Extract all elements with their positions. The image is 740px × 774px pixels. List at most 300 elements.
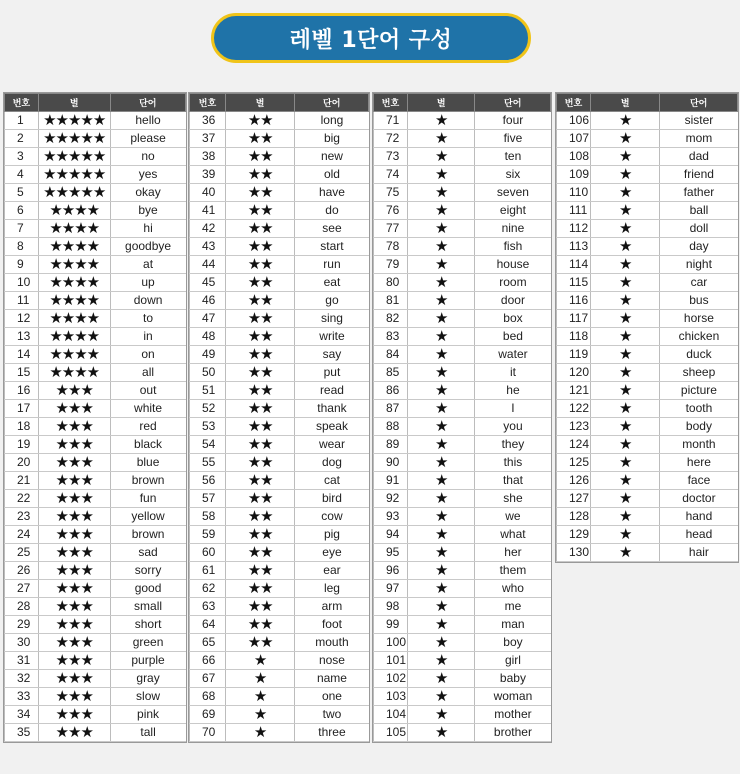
star-rating: ★ (590, 526, 659, 544)
word-number: 45 (190, 274, 226, 292)
word-number: 87 (374, 400, 408, 418)
star-rating: ★★★ (38, 724, 110, 742)
word-text: small (110, 598, 185, 616)
star-rating: ★★ (225, 130, 295, 148)
word-number: 32 (5, 670, 39, 688)
star-rating: ★ (590, 418, 659, 436)
table-row (374, 130, 551, 148)
table-row (5, 436, 186, 454)
word-number: 48 (190, 328, 226, 346)
table-row (190, 328, 369, 346)
star-rating: ★★★★ (38, 256, 110, 274)
table-row (190, 670, 369, 688)
word-number: 46 (190, 292, 226, 310)
word-number: 27 (5, 580, 39, 598)
table-row (5, 490, 186, 508)
star-rating: ★ (407, 220, 474, 238)
word-text: all (110, 364, 185, 382)
table-row (5, 220, 186, 238)
table-row (5, 202, 186, 220)
word-text: mother (475, 706, 551, 724)
table-row (374, 346, 551, 364)
word-text: yellow (110, 508, 185, 526)
word-number: 4 (5, 166, 39, 184)
star-rating: ★ (590, 202, 659, 220)
table-row (374, 472, 551, 490)
word-number: 70 (190, 724, 226, 742)
table-row (374, 184, 551, 202)
word-text: doctor (660, 490, 738, 508)
table-row (374, 706, 551, 724)
table-row (5, 724, 186, 742)
word-number: 104 (374, 706, 408, 724)
word-number: 10 (5, 274, 39, 292)
table-row (557, 418, 738, 436)
word-text: it (475, 364, 551, 382)
star-rating: ★ (407, 112, 474, 130)
word-number: 41 (190, 202, 226, 220)
star-rating: ★ (407, 328, 474, 346)
table-row (190, 724, 369, 742)
word-number: 63 (190, 598, 226, 616)
table-row (5, 544, 186, 562)
word-number: 102 (374, 670, 408, 688)
word-number: 5 (5, 184, 39, 202)
word-number: 129 (557, 526, 591, 544)
table-row (190, 652, 369, 670)
word-number: 66 (190, 652, 226, 670)
table-row (190, 688, 369, 706)
star-rating: ★★★★ (38, 202, 110, 220)
table-row (557, 184, 738, 202)
word-number: 50 (190, 364, 226, 382)
table-row (190, 400, 369, 418)
star-rating: ★★ (225, 508, 295, 526)
word-text: ear (295, 562, 369, 580)
star-rating: ★ (590, 274, 659, 292)
word-text: white (110, 400, 185, 418)
table-row (374, 688, 551, 706)
word-text: down (110, 292, 185, 310)
word-text: that (475, 472, 551, 490)
word-number: 25 (5, 544, 39, 562)
star-rating: ★★★ (38, 400, 110, 418)
word-text: see (295, 220, 369, 238)
table-row (374, 490, 551, 508)
table-row (5, 400, 186, 418)
word-text: say (295, 346, 369, 364)
word-number: 67 (190, 670, 226, 688)
word-number: 86 (374, 382, 408, 400)
word-text: fish (475, 238, 551, 256)
word-text: they (475, 436, 551, 454)
word-number: 108 (557, 148, 591, 166)
table-row (5, 688, 186, 706)
table-row (5, 346, 186, 364)
word-number: 130 (557, 544, 591, 562)
star-rating: ★★★★ (38, 346, 110, 364)
page-title: 레벨 1단어 구성 (211, 13, 531, 63)
table-row (557, 166, 738, 184)
star-rating: ★ (407, 310, 474, 328)
star-rating: ★ (407, 580, 474, 598)
word-text: you (475, 418, 551, 436)
word-text: read (295, 382, 369, 400)
word-number: 76 (374, 202, 408, 220)
table-row (557, 382, 738, 400)
word-text: mom (660, 130, 738, 148)
table-row (374, 436, 551, 454)
word-number: 75 (374, 184, 408, 202)
word-text: bird (295, 490, 369, 508)
word-text: woman (475, 688, 551, 706)
star-rating: ★ (590, 220, 659, 238)
word-text: pig (295, 526, 369, 544)
table-row (5, 670, 186, 688)
table-row (190, 598, 369, 616)
word-text: what (475, 526, 551, 544)
word-text: door (475, 292, 551, 310)
word-number: 64 (190, 616, 226, 634)
table-row (557, 328, 738, 346)
word-number: 114 (557, 256, 591, 274)
star-rating: ★ (590, 310, 659, 328)
star-rating: ★ (407, 256, 474, 274)
word-number: 24 (5, 526, 39, 544)
word-number: 28 (5, 598, 39, 616)
star-rating: ★★★ (38, 688, 110, 706)
word-number: 37 (190, 130, 226, 148)
word-text: at (110, 256, 185, 274)
table-row (190, 580, 369, 598)
word-text: go (295, 292, 369, 310)
table-row (374, 364, 551, 382)
word-number: 88 (374, 418, 408, 436)
word-number: 47 (190, 310, 226, 328)
word-number: 120 (557, 364, 591, 382)
table-row (5, 652, 186, 670)
star-rating: ★★ (225, 184, 295, 202)
word-text: ten (475, 148, 551, 166)
word-text: father (660, 184, 738, 202)
star-rating: ★★ (225, 616, 295, 634)
word-number: 53 (190, 418, 226, 436)
word-text: nine (475, 220, 551, 238)
table-row (190, 526, 369, 544)
word-number: 51 (190, 382, 226, 400)
star-rating: ★★★ (38, 562, 110, 580)
word-text: hi (110, 220, 185, 238)
word-text: head (660, 526, 738, 544)
star-rating: ★ (407, 724, 474, 742)
star-rating: ★ (407, 616, 474, 634)
word-text: five (475, 130, 551, 148)
word-number: 65 (190, 634, 226, 652)
word-text: boy (475, 634, 551, 652)
word-text: gray (110, 670, 185, 688)
header-word: 단어 (110, 94, 185, 112)
word-text: write (295, 328, 369, 346)
table-row (374, 526, 551, 544)
star-rating: ★ (590, 364, 659, 382)
table-row (374, 274, 551, 292)
word-number: 90 (374, 454, 408, 472)
word-number: 69 (190, 706, 226, 724)
star-rating: ★ (407, 148, 474, 166)
word-text: bed (475, 328, 551, 346)
star-rating: ★ (590, 472, 659, 490)
word-text: face (660, 472, 738, 490)
word-text: month (660, 436, 738, 454)
word-text: start (295, 238, 369, 256)
star-rating: ★ (590, 130, 659, 148)
table-row (190, 130, 369, 148)
star-rating: ★ (407, 598, 474, 616)
word-text: big (295, 130, 369, 148)
word-number: 38 (190, 148, 226, 166)
star-rating: ★★★ (38, 544, 110, 562)
word-number: 101 (374, 652, 408, 670)
table-row (5, 166, 186, 184)
table-row (5, 292, 186, 310)
star-rating: ★★ (225, 310, 295, 328)
table-row (5, 274, 186, 292)
word-number: 123 (557, 418, 591, 436)
word-number: 100 (374, 634, 408, 652)
word-text: who (475, 580, 551, 598)
table-row (5, 634, 186, 652)
word-text: name (295, 670, 369, 688)
star-rating: ★ (407, 634, 474, 652)
star-rating: ★★★ (38, 454, 110, 472)
star-rating: ★ (225, 652, 295, 670)
word-text: car (660, 274, 738, 292)
word-number: 112 (557, 220, 591, 238)
table-row (5, 256, 186, 274)
word-text: her (475, 544, 551, 562)
star-rating: ★ (590, 346, 659, 364)
word-number: 21 (5, 472, 39, 490)
table-row (557, 130, 738, 148)
table-row (5, 238, 186, 256)
table-row (190, 508, 369, 526)
table-row (5, 562, 186, 580)
star-rating: ★ (407, 544, 474, 562)
table-row (557, 148, 738, 166)
word-number: 95 (374, 544, 408, 562)
star-rating: ★★★ (38, 382, 110, 400)
table-row (557, 454, 738, 472)
star-rating: ★ (590, 490, 659, 508)
table-row (557, 436, 738, 454)
star-rating: ★ (590, 436, 659, 454)
star-rating: ★ (407, 670, 474, 688)
word-number: 74 (374, 166, 408, 184)
star-rating: ★ (407, 454, 474, 472)
word-number: 11 (5, 292, 39, 310)
word-number: 91 (374, 472, 408, 490)
word-text: day (660, 238, 738, 256)
table-row (557, 238, 738, 256)
table-row (190, 166, 369, 184)
star-rating: ★★★★ (38, 292, 110, 310)
word-number: 119 (557, 346, 591, 364)
word-number: 121 (557, 382, 591, 400)
table-row (374, 112, 551, 130)
word-text: dog (295, 454, 369, 472)
star-rating: ★ (407, 184, 474, 202)
star-rating: ★ (407, 652, 474, 670)
table-row (374, 562, 551, 580)
star-rating: ★★ (225, 112, 295, 130)
word-text: cat (295, 472, 369, 490)
star-rating: ★★★ (38, 652, 110, 670)
word-number: 52 (190, 400, 226, 418)
word-text: have (295, 184, 369, 202)
table-row (5, 616, 186, 634)
word-number: 3 (5, 148, 39, 166)
star-rating: ★ (225, 670, 295, 688)
word-number: 58 (190, 508, 226, 526)
word-number: 42 (190, 220, 226, 238)
table-row (557, 508, 738, 526)
star-rating: ★★ (225, 598, 295, 616)
word-text: out (110, 382, 185, 400)
word-text: new (295, 148, 369, 166)
word-number: 30 (5, 634, 39, 652)
star-rating: ★★ (225, 634, 295, 652)
word-text: three (295, 724, 369, 742)
star-rating: ★ (407, 418, 474, 436)
word-text: eye (295, 544, 369, 562)
star-rating: ★★ (225, 202, 295, 220)
table-row (374, 220, 551, 238)
word-text: please (110, 130, 185, 148)
word-number: 7 (5, 220, 39, 238)
word-number: 57 (190, 490, 226, 508)
table-row (190, 274, 369, 292)
table-row (374, 238, 551, 256)
word-text: slow (110, 688, 185, 706)
word-table-4 (556, 93, 738, 562)
word-text: foot (295, 616, 369, 634)
star-rating: ★★★★★ (38, 148, 110, 166)
header-number: 번호 (557, 94, 591, 112)
word-number: 49 (190, 346, 226, 364)
table-row (190, 148, 369, 166)
word-number: 8 (5, 238, 39, 256)
table-row (374, 310, 551, 328)
header-word: 단어 (660, 94, 738, 112)
table-row (190, 346, 369, 364)
star-rating: ★ (407, 382, 474, 400)
header-stars: 별 (38, 94, 110, 112)
word-text: wear (295, 436, 369, 454)
word-text: picture (660, 382, 738, 400)
word-number: 72 (374, 130, 408, 148)
table-row (190, 562, 369, 580)
header-number: 번호 (374, 94, 408, 112)
star-rating: ★ (590, 454, 659, 472)
word-text: four (475, 112, 551, 130)
star-rating: ★ (407, 472, 474, 490)
word-text: body (660, 418, 738, 436)
word-number: 18 (5, 418, 39, 436)
word-text: leg (295, 580, 369, 598)
table-row (190, 418, 369, 436)
word-text: friend (660, 166, 738, 184)
star-rating: ★★★★★ (38, 130, 110, 148)
word-number: 29 (5, 616, 39, 634)
header-word: 단어 (475, 94, 551, 112)
star-rating: ★★ (225, 238, 295, 256)
header-number: 번호 (190, 94, 226, 112)
word-text: put (295, 364, 369, 382)
word-number: 71 (374, 112, 408, 130)
star-rating: ★ (407, 292, 474, 310)
word-number: 73 (374, 148, 408, 166)
star-rating: ★ (407, 562, 474, 580)
table-row (374, 544, 551, 562)
word-number: 128 (557, 508, 591, 526)
header-stars: 별 (590, 94, 659, 112)
table-row (374, 598, 551, 616)
star-rating: ★ (407, 688, 474, 706)
word-text: green (110, 634, 185, 652)
word-text: mouth (295, 634, 369, 652)
word-number: 16 (5, 382, 39, 400)
word-number: 56 (190, 472, 226, 490)
star-rating: ★★ (225, 220, 295, 238)
table-row (5, 706, 186, 724)
word-number: 97 (374, 580, 408, 598)
word-text: we (475, 508, 551, 526)
word-number: 84 (374, 346, 408, 364)
table-row (190, 364, 369, 382)
table-row (374, 202, 551, 220)
word-text: sing (295, 310, 369, 328)
table-row (190, 544, 369, 562)
star-rating: ★ (225, 688, 295, 706)
word-text: thank (295, 400, 369, 418)
word-text: me (475, 598, 551, 616)
word-number: 17 (5, 400, 39, 418)
star-rating: ★★ (225, 148, 295, 166)
table-row (190, 490, 369, 508)
table-row (557, 220, 738, 238)
star-rating: ★ (590, 508, 659, 526)
table-row (190, 616, 369, 634)
table-row (557, 310, 738, 328)
star-rating: ★ (407, 130, 474, 148)
table-row (190, 292, 369, 310)
table-row (190, 256, 369, 274)
table-row (374, 454, 551, 472)
word-number: 92 (374, 490, 408, 508)
word-number: 39 (190, 166, 226, 184)
word-text: sorry (110, 562, 185, 580)
word-text: sheep (660, 364, 738, 382)
word-text: tooth (660, 400, 738, 418)
table-row (374, 166, 551, 184)
word-text: nose (295, 652, 369, 670)
word-text: brown (110, 472, 185, 490)
star-rating: ★ (590, 382, 659, 400)
word-text: doll (660, 220, 738, 238)
word-text: here (660, 454, 738, 472)
word-number: 36 (190, 112, 226, 130)
star-rating: ★ (407, 526, 474, 544)
